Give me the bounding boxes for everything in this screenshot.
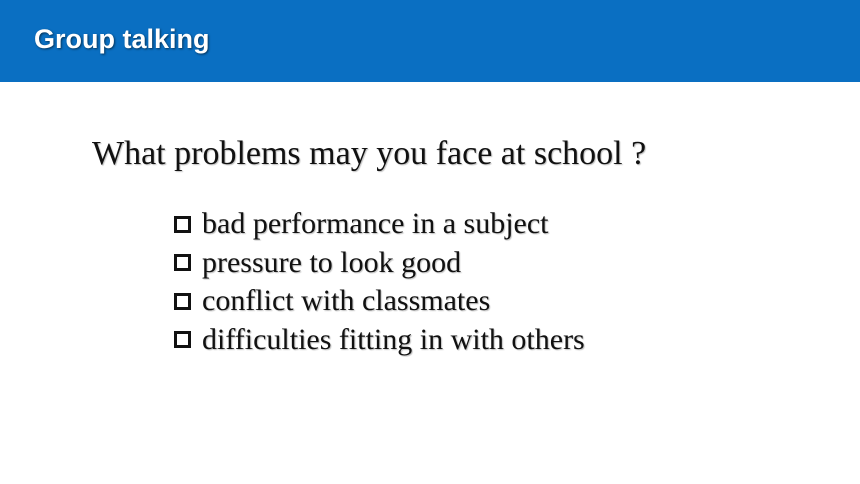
checkbox-icon[interactable] — [174, 331, 191, 348]
options-list — [174, 205, 585, 359]
header-title: Group talking — [34, 24, 210, 54]
question-text: What problems may you face at school ? — [92, 135, 647, 172]
header-bar — [0, 0, 860, 82]
list-item — [174, 205, 585, 244]
checkbox-icon[interactable] — [174, 254, 191, 271]
list-item — [174, 321, 585, 360]
list-item — [174, 282, 585, 321]
option-label: conflict with classmates — [202, 284, 491, 318]
checkbox-icon[interactable] — [174, 293, 191, 310]
list-item — [174, 244, 585, 283]
option-label: pressure to look good — [202, 245, 462, 279]
option-label: difficulties fitting in with others — [202, 322, 585, 356]
checkbox-icon[interactable] — [174, 216, 191, 233]
option-label: bad performance in a subject — [202, 207, 549, 241]
